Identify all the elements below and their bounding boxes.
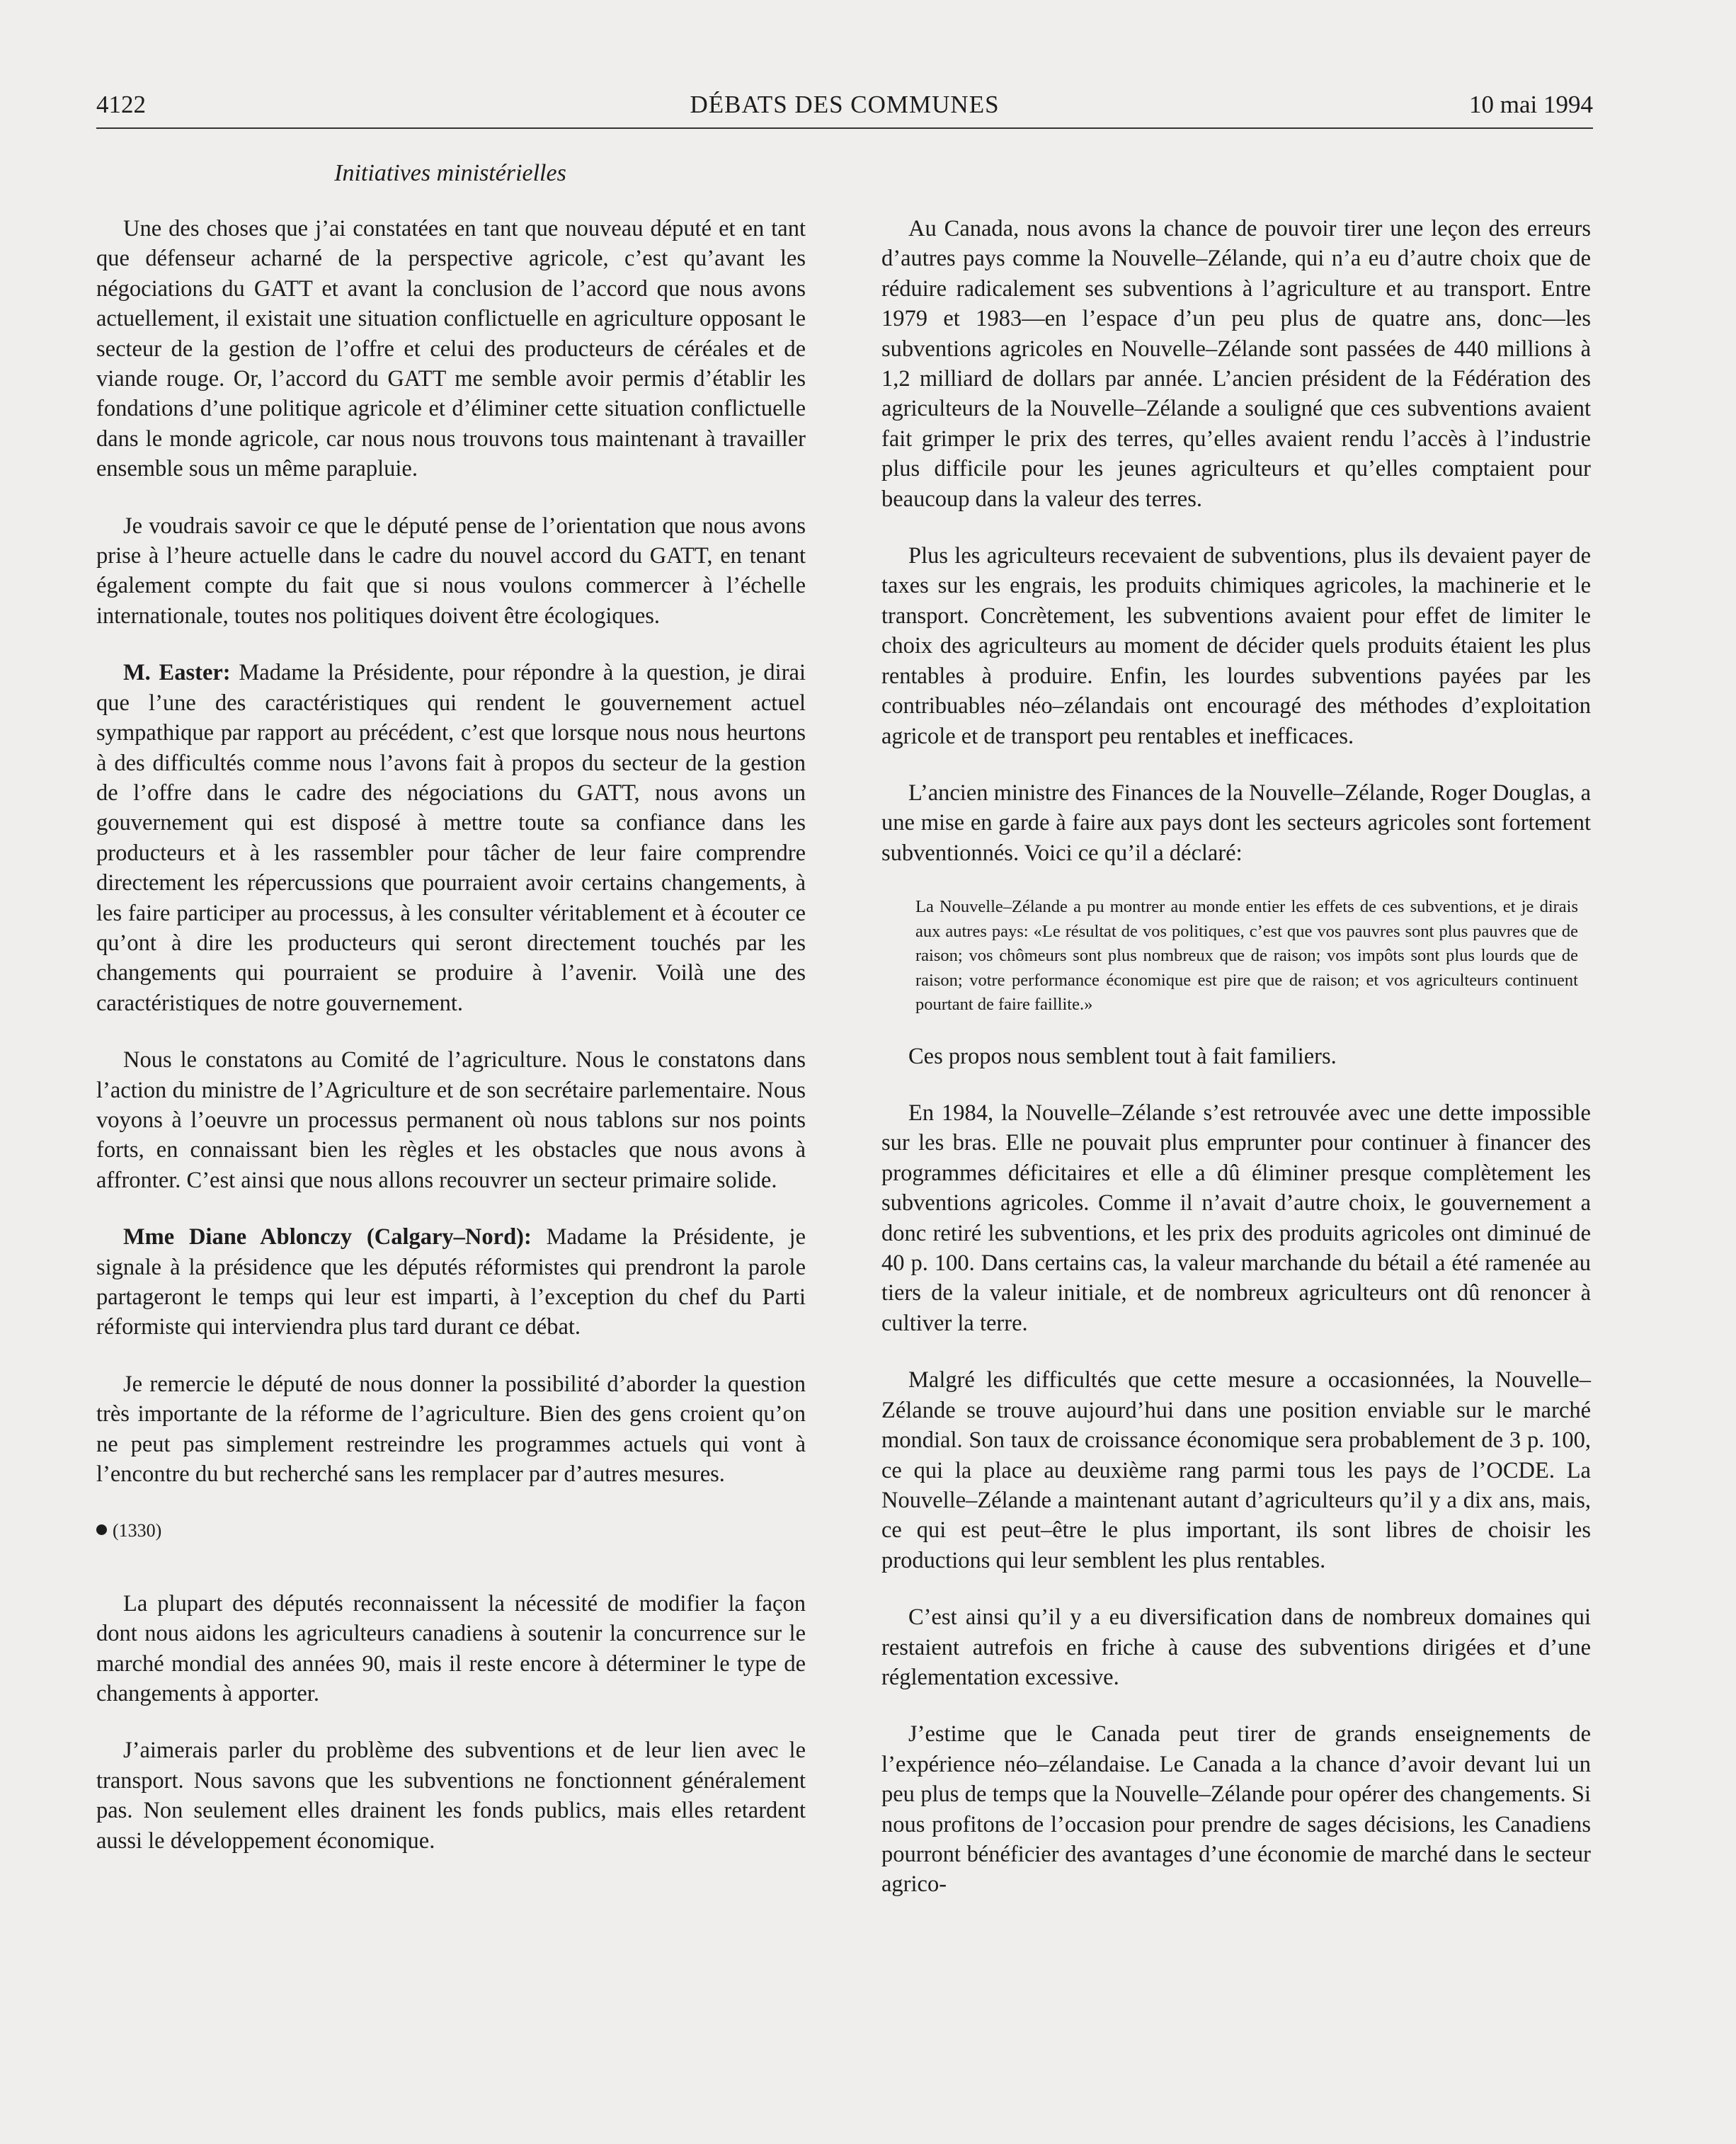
page-number: 4122 bbox=[96, 91, 146, 118]
paragraph: Ces propos nous semblent tout à fait familiers. bbox=[908, 1043, 1337, 1069]
speech-text: Madame la Présidente, je signale à la présidence que les députés réformistes qui prendront la parole partageront le temps qui leur est imparti, à l’exception du chef du Parti réformiste qui interviendra plus tard durant ce débat. bbox=[96, 1224, 806, 1340]
speech-paragraph bbox=[96, 1222, 806, 1342]
right-column bbox=[881, 214, 1591, 1900]
left-column bbox=[96, 214, 806, 1856]
bullet-icon bbox=[96, 1524, 107, 1535]
time-marker bbox=[96, 1516, 806, 1546]
paragraph: Je voudrais savoir ce que le député pense de l’orientation que nous avons prise à l’heure actuelle dans le cadre du nouvel accord du GATT, en tenant également compte du fait que si nous voulons commercer à l’échelle internationale, toutes nos politiques doivent être écologiques. bbox=[96, 513, 806, 629]
paragraph: J’aimerais parler du problème des subventions et de leur lien avec le transport. Nous savons que les subventions ne fonctionnent généralement pas. Non seulement elles drainent les fonds publics, mais elles retardent aussi le développement économique. bbox=[96, 1738, 806, 1854]
paragraph: La plupart des députés reconnaissent la nécessité de modifier la façon dont nous aidons les agriculteurs canadiens à soutenir la concurrence sur le marché mondial des années 90, mais il reste encore à déterminer le type de changements à apporter. bbox=[96, 1590, 806, 1707]
paragraph: Je remercie le député de nous donner la possibilité d’aborder la question très importante de la réforme de l’agriculture. Bien des gens croient qu’on ne peut pas simplement restreindre les programmes actuels qui vont à l’encontre du but recherché sans les remplacer par d’autres mesures. bbox=[96, 1371, 806, 1488]
paragraph: Plus les agriculteurs recevaient de subventions, plus ils devaient payer de taxes sur les engrais, les produits chimiques agricoles, la machinerie et le transport. Concrètement, les subventions avaient pour effet de limiter le choix des agriculteurs au moment de décider quels produits étaient les plus rentables à produire. Enfin, les lourdes subventions payées par les contribuables néo–zélandais ont encouragé des méthodes d’exploitation agricole et de transport peu rentables et inefficaces. bbox=[881, 543, 1591, 749]
paragraph: L’ancien ministre des Finances de la Nouvelle–Zélande, Roger Douglas, a une mise en garde à faire aux pays dont les secteurs agricoles sont fortement subventionnés. Voici ce qu’il a déclaré: bbox=[881, 780, 1591, 866]
paragraph: C’est ainsi qu’il y a eu diversification dans de nombreux domaines qui restaient autrefois en friche à cause des subventions dirigées et d’une réglementation excessive. bbox=[881, 1604, 1591, 1690]
page-header bbox=[96, 85, 1593, 129]
section-title: Initiatives ministérielles bbox=[334, 160, 566, 186]
publication-title: DÉBATS DES COMMUNES bbox=[690, 91, 1000, 118]
time-marker-text: (1330) bbox=[113, 1520, 162, 1541]
speaker-name: M. Easter: bbox=[123, 660, 231, 686]
speech-paragraph bbox=[96, 658, 806, 1018]
paragraph: En 1984, la Nouvelle–Zélande s’est retrouvée avec une dette impossible sur les bras. Elle ne pouvait plus emprunter pour continuer à financer des programmes déficitaires et elle a dû éliminer presque complètement les subventions agricoles. Comme il n’avait d’autre choix, le gouvernement a donc retiré les subventions, et les prix des produits agricoles ont diminué de 40 p. 100. Dans certains cas, la valeur marchande du bétail a été ramenée au tiers de la valeur initiale, et de nombreux agriculteurs ont dû renoncer à cultiver la terre. bbox=[881, 1100, 1591, 1336]
speaker-name: Mme Diane Ablonczy (Calgary–Nord): bbox=[123, 1224, 532, 1250]
block-quote: La Nouvelle–Zélande a pu montrer au monde entier les effets de ces subventions, et je dirais aux autres pays: «Le résultat de vos politiques, c’est que vos pauvres sont plus pauvres que de raison; vos chômeurs sont plus nombreux que de raison; vos impôts sont plus lourds que de raison; votre performance économique est pire que de raison; et vos agriculteurs continuent pourtant de faire faillite.» bbox=[915, 897, 1578, 1015]
paragraph: Une des choses que j’ai constatées en tant que nouveau député et en tant que défenseur acharné de la perspective agricole, c’est qu’avant les négociations du GATT et avant la conclusion de l’accord que nous avons actuellement, il existait une situation conflictuelle en agriculture opposant le secteur de la gestion de l’offre et celui des producteurs de céréales et de viande rouge. Or, l’accord du GATT me semble avoir permis d’établir les fondations d’une politique agricole et d’éliminer cette situation conflictuelle dans le monde agricole, car nous nous trouvons tous maintenant à travailler ensemble sous un même parapluie. bbox=[96, 216, 806, 482]
paragraph: J’estime que le Canada peut tirer de grands enseignements de l’expérience néo–zélandaise. Le Canada a la chance d’avoir devant lui un peu plus de temps que la Nouvelle–Zélande pour opérer des changements. Si nous profitons de l’occasion pour prendre de sages décisions, les Canadiens pourront bénéficier des avantages d’une économie de marché dans le secteur agrico- bbox=[881, 1721, 1591, 1898]
paragraph: Au Canada, nous avons la chance de pouvoir tirer une leçon des erreurs d’autres pays comme la Nouvelle–Zélande, qui n’a eu d’autre choix que de réduire radicalement ses subventions à l’agriculture et au transport. Entre 1979 et 1983—en l’espace d’un peu plus de quatre ans, donc—les subventions agricoles en Nouvelle–Zélande sont passées de 440 millions à 1,2 milliard de dollars par année. L’ancien président de la Fédération des agriculteurs de la Nouvelle–Zélande a souligné que ces subventions avaient fait grimper le prix des terres, qu’elles avaient rendu l’accès à l’industrie plus difficile pour les jeunes agriculteurs et qu’elles comptaient pour beaucoup dans la valeur des terres. bbox=[881, 216, 1591, 512]
paragraph: Nous le constatons au Comité de l’agriculture. Nous le constatons dans l’action du ministre de l’Agriculture et de son secrétaire parlementaire. Nous voyons à l’oeuvre un processus permanent où nous tablons sur nos points forts, en connaissant bien les règles et les obstacles que nous avons à affronter. C’est ainsi que nous allons recouvrer un secteur primaire solide. bbox=[96, 1047, 806, 1193]
publication-date: 10 mai 1994 bbox=[1469, 91, 1593, 118]
speech-text: Madame la Présidente, pour répondre à la question, je dirai que l’une des caractéristiques qui rendent le gouvernement actuel sympathique par rapport au précédent, c’est que lorsque nous nous heurtons à des difficultés comme nous l’avons fait à propos du secteur de la gestion de l’offre dans le cadre des négociations du GATT, nous avons un gouvernement qui est disposé à mettre toute sa confiance dans les producteurs et à les rassembler pour tâcher de leur faire comprendre directement les répercussions que pourraient avoir certains changements, à les faire participer au processus, à les consulter véritablement et à écouter ce qu’ont à dire les producteurs qui seront directement touchés par les changements qui pourraient se produire à l’avenir. Voilà une des caractéristiques de notre gouvernement. bbox=[96, 660, 806, 1016]
paragraph: Malgré les difficultés que cette mesure a occasionnées, la Nouvelle–Zélande se trouve aujourd’hui dans une position enviable sur le marché mondial. Son taux de croissance économique sera probablement de 3 p. 100, ce qui la place au deuxième rang parmi tous les pays de l’OCDE. La Nouvelle–Zélande a maintenant autant d’agriculteurs qu’il y a dix ans, mais, ce qui est peut–être le plus important, ils sont libres de choisir les productions qui leur semblent les plus rentables. bbox=[881, 1367, 1591, 1573]
